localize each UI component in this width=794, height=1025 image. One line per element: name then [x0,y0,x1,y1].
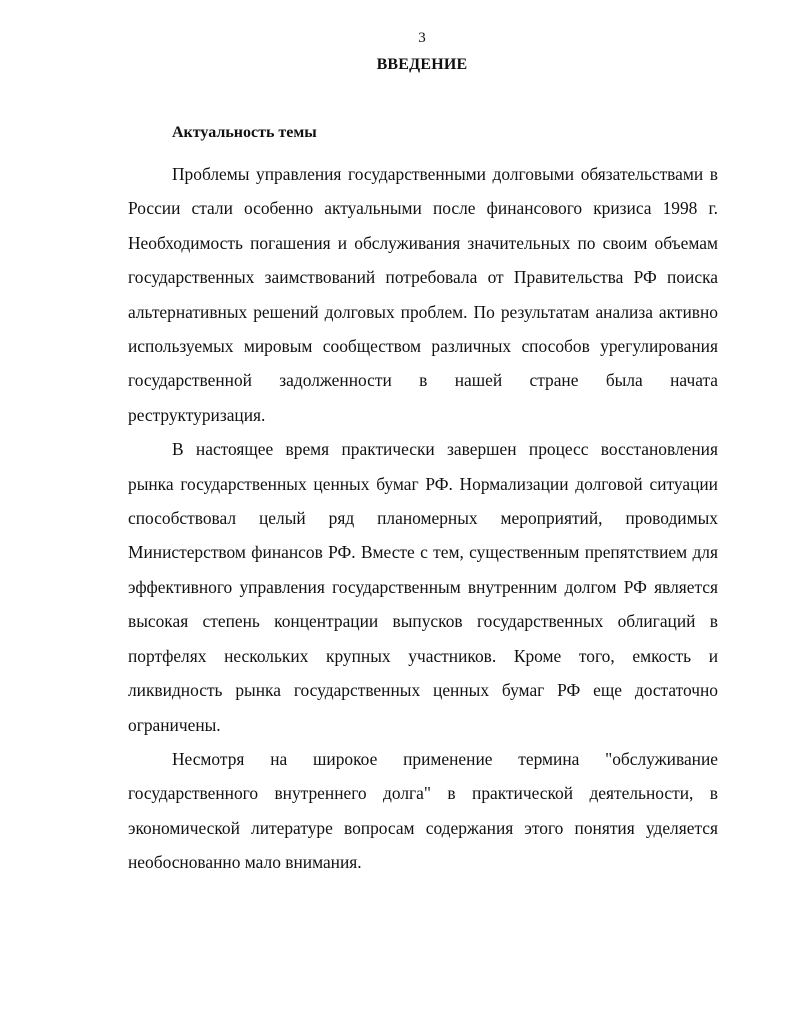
body-text [128,157,718,880]
paragraph-1: Проблемы управления государственными долговыми обязательствами в России стали особенно актуальными после финансового кризиса 1998 г. Необходимость погашения и обслуживания значительных по своим объемам государственных заимствований потребовала от Правительства РФ поиска альтернативных решений долговых проблем. По результатам анализа активно используемых мировым сообществом различных способов урегулирования государственной задолженности в нашей стране была начата реструктуризация. [128,164,718,425]
paragraph-3: Несмотря на широкое применение термина "обслуживание государственного внутреннего долга" в практической деятельности, в экономической литературе вопросам содержания этого понятия уделяется необоснованно мало внимания. [128,748,718,873]
page-title: ВВЕДЕНИЕ [376,56,468,73]
section-heading: Актуальность темы [172,124,317,141]
page-number: 3 [418,30,426,46]
paragraph-2: В настоящее время практически завершен процесс восстановления рынка государственных ценных бумаг РФ. Нормализации долговой ситуации способствовал целый ряд планомерных мероприятий, проводимых Министерством финансов РФ. Вместе с тем, существенным препятствием для эффективного управления государственным внутренним долгом РФ является высокая степень концентрации выпусков государственных облигаций в портфелях нескольких крупных участников. Кроме того, емкость и ликвидность рынка государственных ценных бумаг РФ еще достаточно ограничены. [128,439,718,735]
